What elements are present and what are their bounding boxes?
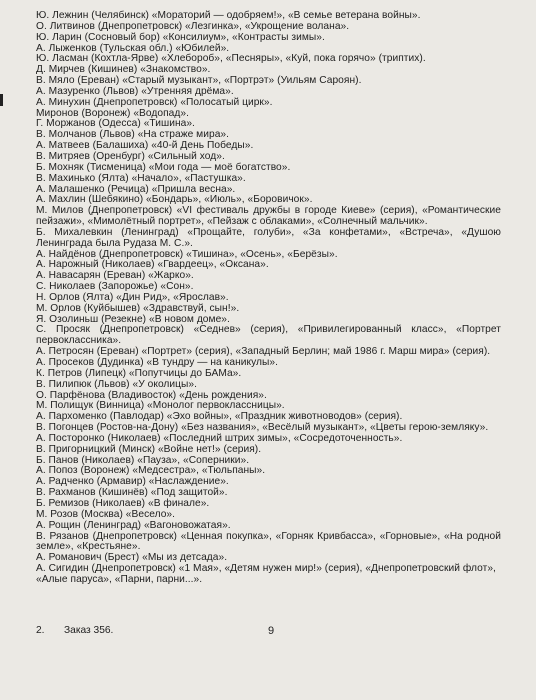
- list-item: А. Найдёнов (Днепропетровск) «Тишина», «Осень», «Берёзы».: [36, 248, 338, 260]
- list-item: А. Нарожный (Николаев) «Гвардеец», «Оксана».: [36, 259, 269, 271]
- list-item: В. Пилипюк (Львов) «У околицы».: [36, 378, 198, 390]
- list-item: А. Сигидин (Днепропетровск) «1 Мая», «Детям нужен мир!» (серия), «Днепропетровский флот», «Алые паруса», «Парни, парни...».: [36, 563, 496, 585]
- list-item: А. Посторонко (Николаев) «Последний штрих зимы», «Сосредоточенность».: [36, 432, 403, 444]
- list-item: Миронов (Воронеж) «Водопад».: [36, 107, 189, 119]
- list-item: А. Минухин (Днепропетровск) «Полосатый цирк».: [36, 96, 273, 108]
- list-item: В. Рязанов (Днепропетровск) «Ценная покупка», «Горняк Кривбасса», «Горновые», «На родной земле», «Крестьяне».: [36, 530, 501, 553]
- list-item: В. Рахманов (Кишинёв) «Под защитой».: [36, 487, 228, 499]
- list-item: А. Рощин (Ленинград) «Вагоновожатая».: [36, 519, 231, 531]
- page-number: 9: [268, 625, 275, 637]
- list-item: А. Просеков (Дудинка) «В тундру — на каникулы».: [36, 357, 279, 368]
- margin-mark: [0, 94, 3, 106]
- list-item: О. Литвинов (Днепропетровск) «Лезгинка», «Укрощение волана».: [36, 20, 350, 32]
- list-item: В. Погонцев (Ростов-на-Дону) «Без названия», «Весёлый музыкант», «Цветы герою-земляку».: [36, 422, 489, 434]
- list-item: А. Петросян (Ереван) «Портрет» (серия), «Западный Берлин; май 1986 г. Марш мира» (серия).: [36, 346, 491, 358]
- list-item: М. Орлов (Куйбышев) «Здравствуй, сын!».: [36, 302, 240, 314]
- list-item: А. Махлин (Шебякино) «Бондарь», «Июль», «Боровичок».: [36, 194, 313, 206]
- list-item: Ю. Ласман (Кохтла-Ярве) «Хлебороб», «Песняры», «Куй, пока горячо» (триптих).: [36, 53, 426, 65]
- list-item: А. Попоз (Воронеж) «Медсестра», «Тюльпаны».: [36, 465, 266, 477]
- list-item: М. Полищук (Винница) «Монолог первоклассницы».: [36, 400, 285, 412]
- list-item: Б. Михалевкин (Ленинград) «Прощайте, голуби», «За конфетами», «Встреча», «Душою Ленинграда была Рудаза М. С.».: [36, 226, 501, 249]
- list-item: А. Лыженков (Тульская обл.) «Юбилей».: [36, 42, 230, 54]
- list-item: Б. Панов (Николаев) «Пауза», «Соперники».: [36, 454, 250, 466]
- list-item: А. Романович (Брест) «Мы из детсада».: [36, 552, 228, 564]
- list-item: М. Розов (Москва) «Весело».: [36, 508, 176, 520]
- list-item: Б. Ремизов (Николаев) «В финале».: [36, 497, 210, 509]
- order-number: Заказ 356.: [64, 625, 114, 636]
- list-item: О. Парфёнова (Владивосток) «День рождения».: [36, 389, 267, 401]
- list-item: А. Радченко (Армавир) «Наслаждение».: [36, 476, 229, 488]
- list-item: Г. Моржанов (Одесса) «Тишина».: [36, 118, 195, 130]
- list-item: Ю. Лежнин (Челябинск) «Мораторий — одобряем!», «В семье ветерана войны».: [36, 10, 421, 21]
- list-item: Я. Озолиньш (Резекне) «В новом доме».: [36, 313, 230, 325]
- list-item: В. Митряев (Оренбург) «Сильный ход».: [36, 150, 225, 162]
- list-item: Б. Мохняк (Тисменица) «Мои года — моё богатство».: [36, 161, 291, 173]
- list-item: Н. Орлов (Ялта) «Дин Рид», «Ярослав».: [36, 291, 229, 303]
- list-item: В. Мяло (Ереван) «Старый музыкант», «Портрэт» (Уильям Сароян).: [36, 75, 362, 87]
- list-item: С. Николаев (Запорожье) «Сон».: [36, 281, 194, 293]
- list-item: В. Махинько (Ялта) «Начало», «Пастушка».: [36, 172, 246, 184]
- list-item: А. Пархоменко (Павлодар) «Эхо войны», «Праздник животноводов» (серия).: [36, 411, 403, 423]
- list-item: А. Малашенко (Речица) «Пришла весна».: [36, 183, 236, 195]
- list-item: А. Навасарян (Ереван) «Жарко».: [36, 270, 194, 282]
- list-item: В. Молчанов (Львов) «На страже мира».: [36, 129, 230, 141]
- exhibitor-list: [36, 11, 501, 586]
- list-item: С. Просяк (Днепропетровск) «Седнев» (серия), «Привилегированный класс», «Портрет первоклассника».: [36, 324, 501, 347]
- list-item: К. Петров (Липецк) «Попутчицы до БАМа».: [36, 367, 242, 379]
- list-item: А. Матвеев (Балашиха) «40-й День Победы».: [36, 140, 254, 152]
- page-footer: [36, 625, 501, 641]
- list-item: А. Мазуренко (Львов) «Утренняя дрёма».: [36, 85, 234, 97]
- list-item: Д. Мирчев (Кишинев) «Знакомство».: [36, 64, 211, 76]
- list-item: Ю. Ларин (Сосновый бор) «Консилиум», «Контрасты зимы».: [36, 31, 325, 43]
- list-item: М. Милов (Днепропетровск) «VI фестиваль дружбы в городе Киеве» (серия), «Романтические пейзажи», «Мимолётный портрет», «Пейзаж с облаками», «Солнечный мальчик».: [36, 205, 501, 228]
- printer-signature: 2.: [36, 625, 45, 636]
- list-item: В. Пригорницкий (Минск) «Войне нет!» (серия).: [36, 443, 262, 455]
